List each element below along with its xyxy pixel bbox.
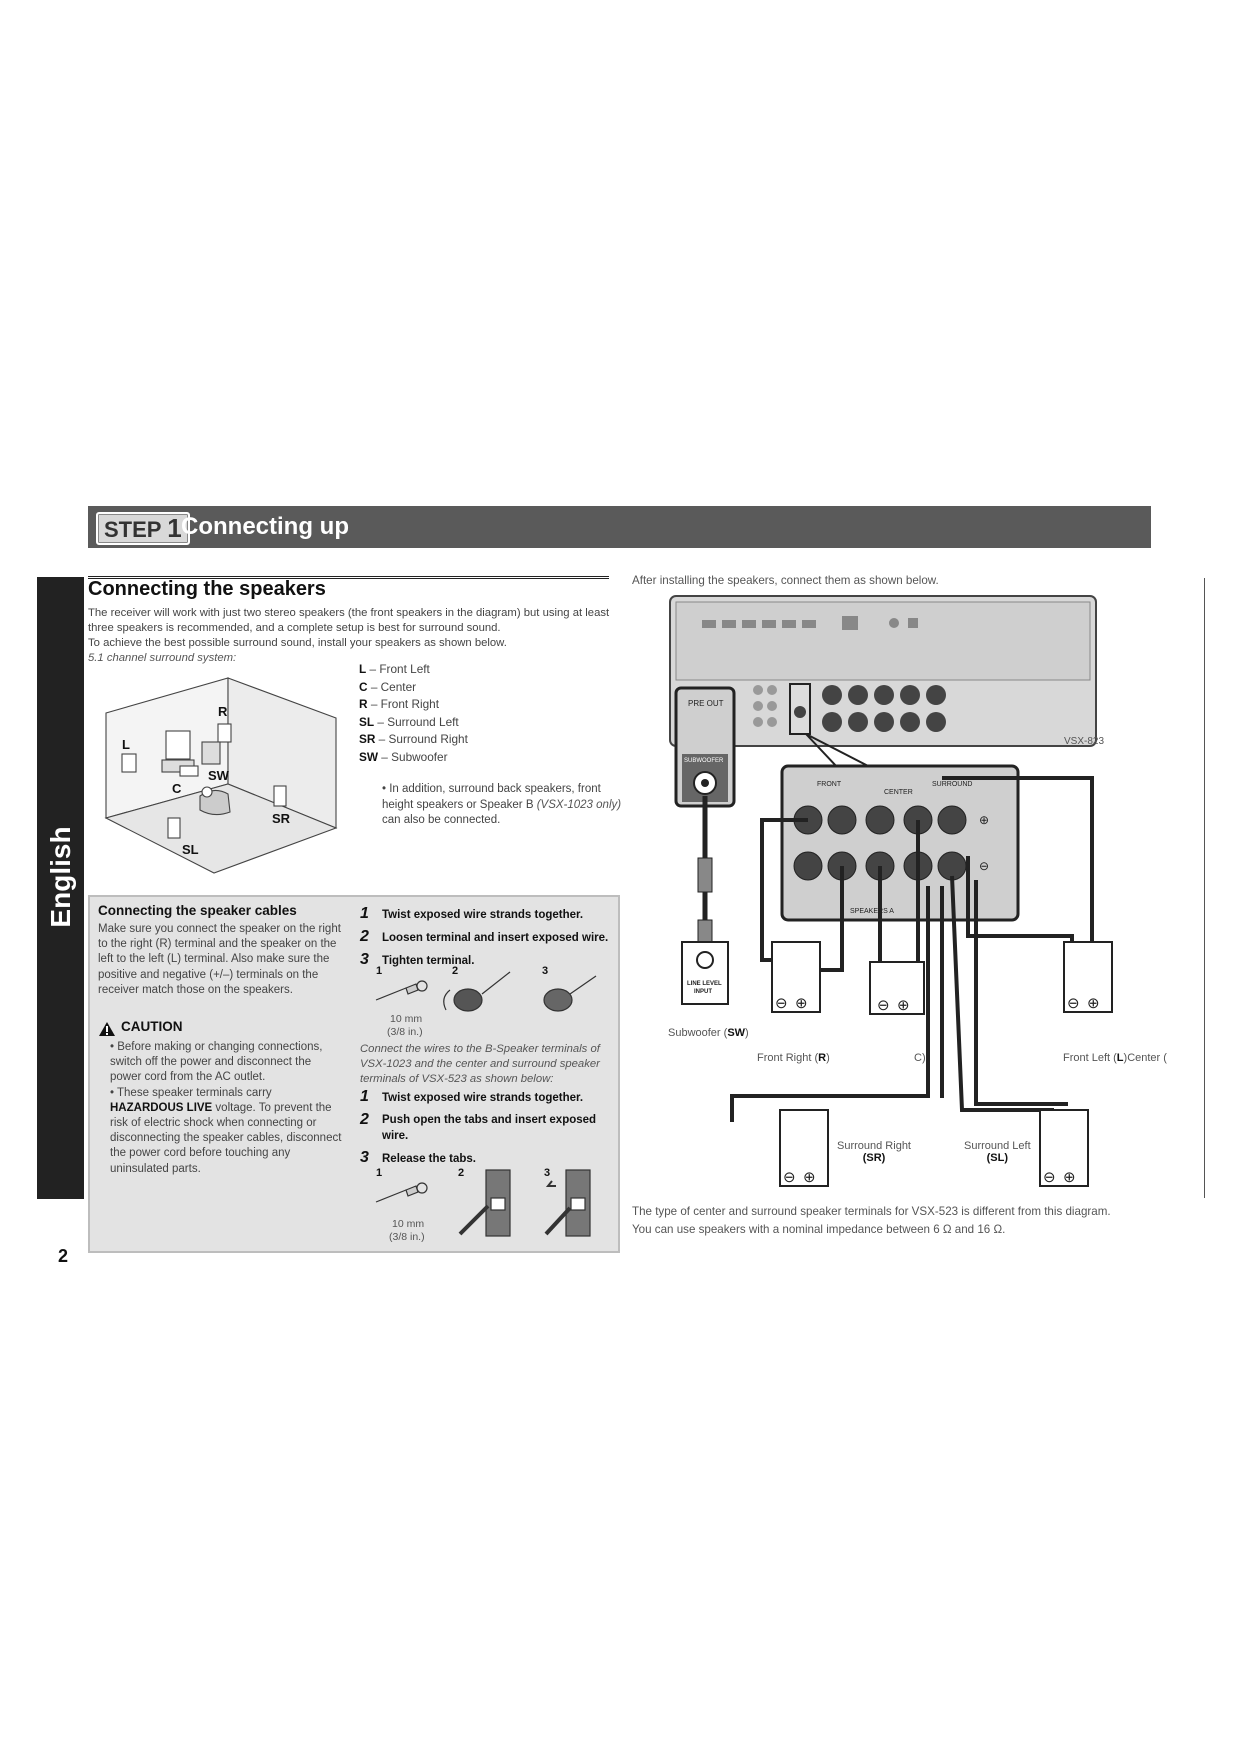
release-arrow-icon <box>548 1181 556 1186</box>
svg-text:(3/8 in.): (3/8 in.) <box>389 1231 425 1243</box>
svg-text:⊕: ⊕ <box>795 995 808 1012</box>
legend-item: R – Front Right <box>359 697 440 711</box>
additional-speakers-note: • In addition, surround back speakers, front height speakers or Speaker B (VSX-1023 only) can also be connected. <box>382 783 622 826</box>
room-label-sw: SW <box>208 768 229 783</box>
legend-item: C – Center <box>359 679 417 694</box>
binding-post-closed-icon <box>544 989 572 1011</box>
cables-text: Make sure you connect the speaker on the right to the right (R) terminal and the speaker on the left to the left (L) terminal. Also make sure the positive and negative (+/–) terminals on the receiver match those on the speakers. <box>98 923 341 996</box>
column-rule <box>1204 578 1205 1198</box>
svg-text:LINE LEVEL: LINE LEVEL <box>687 981 722 987</box>
language-tab-label: English <box>44 826 76 928</box>
step-badge <box>96 512 190 545</box>
impedance-note: The type of center and surround speaker terminals for VSX-523 is different from this diagram. You can use speakers with a nominal impedance between 6 Ω and 16 Ω. <box>632 1205 1111 1236</box>
legend-item: SW – Subwoofer <box>359 749 448 764</box>
tv-icon <box>166 731 190 759</box>
svg-text:SPEAKERS A: SPEAKERS A <box>850 908 894 915</box>
legend-item: L – Front Left <box>359 662 430 676</box>
svg-text:VSX-823: VSX-823 <box>1064 736 1105 747</box>
caution-title: CAUTION <box>121 1019 183 1034</box>
svg-text:2: 2 <box>452 965 459 977</box>
surround-left-label: Surround Left (SL) <box>964 1140 1031 1164</box>
front-right-label: Front Right (R) <box>757 1052 830 1064</box>
room-label-r: R <box>218 704 228 719</box>
caution-item-1: • Before making or changing connections, switch off the power and disconnect the power cord from the AC outlet. <box>110 1041 323 1084</box>
intro-paragraph-1: The receiver will work with just two stereo speakers (the front speakers in the diagram) but using at least three speakers is recommended, and a complete setup is best for surround sound. <box>88 607 610 634</box>
step-item: 2 Push open the tabs and insert exposed wire. <box>360 1111 597 1142</box>
language-tab-label-wrap <box>37 577 84 1199</box>
twist-icon <box>417 981 427 991</box>
section-title: Connecting the speakers <box>88 578 326 600</box>
svg-text:⊖: ⊖ <box>775 995 788 1012</box>
terminal-steps-b <box>360 1089 615 1167</box>
speaker-sr-icon <box>274 786 286 806</box>
svg-text:SUBWOOFER: SUBWOOFER <box>684 758 724 764</box>
legend-item: SR – Surround Right <box>359 732 468 746</box>
step-item: 3 Release the tabs. <box>360 1149 476 1166</box>
svg-text:(3/8 in.): (3/8 in.) <box>387 1026 423 1038</box>
center-label: C) <box>914 1052 926 1064</box>
svg-text:2: 2 <box>458 1167 465 1179</box>
svg-text:PRE OUT: PRE OUT <box>688 699 724 708</box>
room-label-l: L <box>122 737 130 752</box>
speaker-r-icon <box>218 724 231 742</box>
svg-text:⊖: ⊖ <box>783 1169 796 1186</box>
svg-text:1: 1 <box>376 1167 383 1179</box>
spring-terminal-figure <box>370 1164 615 1246</box>
room-diagram <box>96 668 358 892</box>
room-label-sl: SL <box>182 842 199 857</box>
listener-icon <box>202 787 212 797</box>
step-item: 1 Twist exposed wire strands together. <box>360 905 584 922</box>
svg-text:⊖: ⊖ <box>877 997 890 1014</box>
svg-text:SURROUND: SURROUND <box>932 781 973 788</box>
svg-text:3: 3 <box>542 965 549 977</box>
front-left-label: Front Left (L)Center ( <box>1063 1052 1167 1064</box>
after-install-text: After installing the speakers, connect them as shown below. <box>632 574 939 587</box>
svg-text:⊕: ⊕ <box>1087 995 1100 1012</box>
system-label: 5.1 channel surround system: <box>88 652 237 664</box>
subwoofer-label: Subwoofer (SW) <box>668 1027 749 1039</box>
svg-text:⊕: ⊕ <box>979 813 990 827</box>
binding-post-open-icon <box>454 989 482 1011</box>
surround-right-label: Surround Right (SR) <box>837 1140 911 1164</box>
svg-text:⊖: ⊖ <box>979 859 990 873</box>
step-word: STEP <box>104 517 162 542</box>
svg-text:10 mm: 10 mm <box>392 1218 425 1230</box>
svg-text:10 mm: 10 mm <box>390 1013 423 1025</box>
page-number: 2 <box>58 1246 69 1266</box>
svg-text:FRONT: FRONT <box>817 781 842 788</box>
legend-item: SL – Surround Left <box>359 714 459 729</box>
svg-text:3: 3 <box>544 1167 551 1179</box>
speaker-l-icon <box>122 754 136 772</box>
wire-icon <box>376 988 406 1000</box>
step-number: 1 <box>167 513 182 543</box>
speaker-c-icon <box>180 766 198 776</box>
speaker-sw-icon <box>202 742 220 764</box>
intro-paragraph-2: To achieve the best possible surround sound, install your speakers as shown below. <box>88 637 507 649</box>
cables-title: Connecting the speaker cables <box>98 903 297 918</box>
speaker-legend <box>359 661 468 766</box>
svg-text:⊖: ⊖ <box>1043 1169 1056 1186</box>
wiring-diagram <box>632 590 1172 1202</box>
step-item: 2 Loosen terminal and insert exposed wire. <box>360 928 609 945</box>
svg-text:⊖: ⊖ <box>1067 995 1080 1012</box>
speaker-sl-icon <box>168 818 180 838</box>
step-item: 3 Tighten terminal. <box>360 951 475 968</box>
step-item: 1 Twist exposed wire strands together. <box>360 1088 584 1105</box>
binding-post-figure <box>370 962 610 1040</box>
svg-text:⊕: ⊕ <box>803 1169 816 1186</box>
svg-text:CENTER: CENTER <box>884 789 913 796</box>
caution-item-2: • These speaker terminals carry HAZARDOUS LIVE voltage. To prevent the risk of electric shock when connecting or disconnecting the speaker cables, disconnect the power cord before touching any uninsulated parts. <box>110 1086 342 1175</box>
caution-icon <box>98 1021 116 1037</box>
intro-text <box>88 606 613 666</box>
caution-text <box>110 1040 342 1177</box>
b-speaker-note: Connect the wires to the B-Speaker terminals of VSX-1023 and the center and surround speaker terminals of VSX-523 as shown below: <box>360 1043 600 1085</box>
svg-text:⊕: ⊕ <box>897 997 910 1014</box>
room-label-sr: SR <box>272 811 291 826</box>
svg-text:1: 1 <box>376 965 383 977</box>
rotate-arrow-icon <box>444 990 450 1010</box>
svg-text:⊕: ⊕ <box>1063 1169 1076 1186</box>
room-label-c: C <box>172 781 182 796</box>
svg-text:INPUT: INPUT <box>694 989 712 995</box>
page-title: Connecting up <box>181 513 349 540</box>
